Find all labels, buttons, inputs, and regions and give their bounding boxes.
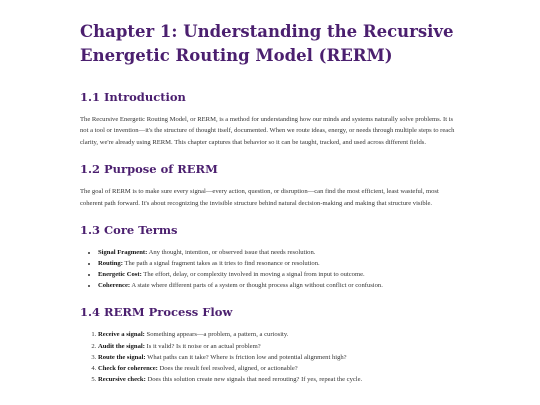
list-item: • Coherence: A state where different parts of a system or thought process align without conflict or confusion. bbox=[98, 280, 462, 291]
introduction-paragraph: The Recursive Energetic Routing Model, or RERM, is a method for understanding how our minds and systems naturally solve problems. It is not a tool or invention—it's the structure of thought itself, documented. When we route ideas, energy, or needs through multiple steps to reach clarity, we're already using RERM. This chapter captures that behavior so it can be taught, tracked, and used across different fields. bbox=[80, 116, 455, 146]
chapter-title: Chapter 1: Understanding the Recursive Energetic Routing Model (RERM) bbox=[80, 22, 454, 65]
list-item: 2. Audit the signal: Is it valid? Is it noise or an actual problem? bbox=[98, 341, 462, 352]
list-item: 1. Receive a signal: Something appears—a problem, a pattern, a curiosity. bbox=[98, 329, 462, 340]
list-item: 5. Recursive check: Does this solution create new signals that need rerouting? If yes, repeat the cycle. bbox=[98, 374, 462, 385]
purpose-paragraph: The goal of RERM is to make sure every signal—every action, question, or disruption—can find the most efficient, least wasteful, most coherent path forward. It's about recognizing the invisible structure behind natural decision-making and making that structure visible. bbox=[80, 188, 439, 207]
list-item: • Signal Fragment: Any thought, intention, or observed issue that needs resolution. bbox=[98, 247, 462, 258]
list-item: • Energetic Cost: The effort, delay, or complexity involved in moving a signal from input to outcome. bbox=[98, 269, 462, 280]
process-flow-list bbox=[80, 329, 462, 384]
section-heading-core-terms: 1.3 Core Terms bbox=[80, 223, 178, 238]
section-heading-process-flow: 1.4 RERM Process Flow bbox=[80, 305, 233, 320]
list-item: • Routing: The path a signal fragment takes as it tries to find resonance or resolution. bbox=[98, 258, 462, 269]
core-terms-list bbox=[80, 247, 462, 291]
section-heading-introduction: 1.1 Introduction bbox=[80, 90, 186, 104]
list-item: 4. Check for coherence: Does the result feel resolved, aligned, or actionable? bbox=[98, 363, 462, 374]
list-item: 3. Route the signal: What paths can it take? Where is friction low and potential alignment high? bbox=[98, 352, 462, 363]
section-heading-purpose: 1.2 Purpose of RERM bbox=[80, 162, 218, 177]
